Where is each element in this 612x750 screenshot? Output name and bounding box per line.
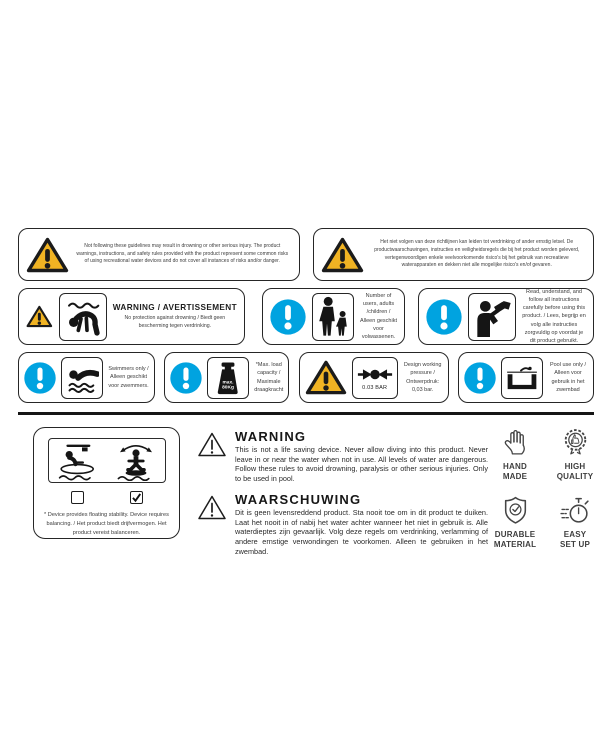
no-drowning-protection-panel (18, 288, 245, 345)
working-pressure-panel (299, 352, 449, 403)
warning-triangle-icon (305, 359, 347, 396)
read-instructions-label: Read, understand, and follow all instructions carefully before using this product. / Lees, begrijp en volg alle instructies zorgvuldig op voordat je dit product gebruikt. (522, 288, 586, 345)
check-icon (131, 492, 142, 503)
badge-label: HAND MADE (502, 462, 528, 481)
warning-title-nl: WAARSCHUWING (235, 491, 362, 507)
weight-pictogram (207, 357, 249, 399)
drowning-panel-text (113, 303, 237, 331)
swimmers-only-panel (18, 352, 155, 403)
warning-body-en: This is not a life saving device. Never allow diving into this product. Never leave in or near the water when not in use. All levels of water are dangerous. Follow these rules to avoid drowning, paralysis or other serious injuries. Only to be used in pool. (235, 445, 488, 484)
warning-text-section (197, 429, 488, 556)
hand-icon (500, 427, 531, 458)
warning-outline-triangle-icon (197, 431, 227, 458)
warning-triangle-icon (321, 236, 364, 274)
badge-easy-set-up (549, 495, 601, 550)
mandatory-circle-icon (24, 362, 56, 394)
warning-avertissement-title: WARNING / AVERTISSEMENT (112, 302, 237, 312)
drowning-pictogram (59, 293, 107, 341)
swimmer-icon (65, 362, 99, 394)
weight-icon (213, 361, 243, 395)
guidelines-text-en: Not following these guidelines may result in drowning or other serious injury. The product warnings, instructions, and safety rules provided with the product represent some common risks of using recreational water devices and do not cover all instances of risks and/or danger. (76, 242, 289, 265)
adult-child-pictogram (312, 293, 354, 341)
pool-use-only-label: Pool use only / Alleen voor gebruik in het zwembad (549, 362, 587, 393)
warning-body-nl: Dit is geen levensreddend product. Sta nooit toe om in dit product te duiken. Laat het nooit in of nabij het water achter wanneer het niet in gebruik is. Alle waterdieptes zijn gevaarlijk. Volg deze regels om verdrinking, verlamming of andere ernstige verwondingen te voorkomen. Alleen te gebruiken in het zwembad. (235, 507, 488, 556)
mandatory-circle-icon (426, 299, 462, 335)
guidelines-panel-nl (313, 228, 595, 281)
read-instructions-panel (418, 288, 594, 345)
max-load-label: *Max. load capacity / Maximale draagkracht (254, 362, 284, 393)
pool-icon (505, 363, 539, 393)
badge-label: EASY SET UP (559, 530, 591, 549)
pool-pictogram (501, 357, 543, 399)
number-of-users-panel (262, 288, 405, 345)
checkbox-checked (130, 491, 143, 504)
warning-triangle-icon (26, 296, 53, 337)
pressure-value-text: 0.03 BAR (362, 384, 388, 391)
pressure-arrows-icon (356, 365, 394, 384)
sitting-on-float-icon (52, 441, 104, 481)
guidelines-row (18, 228, 594, 281)
warning-block-nl (197, 492, 488, 557)
adult-child-icon (316, 296, 350, 338)
warning-outline-triangle-icon (197, 494, 227, 521)
swimmer-pictogram (61, 357, 103, 399)
badge-label: DURABLE MATERIAL (493, 530, 537, 549)
weight-kg-text: 80Kg (222, 385, 235, 391)
number-of-users-label: Number of users, adults /children / Alleen geschikt voor volwassenen. (360, 292, 397, 340)
badge-hand-made (489, 427, 541, 482)
max-load-panel (164, 352, 289, 403)
usage-panels-row (18, 352, 594, 403)
badge-label: HIGH QUALITY (556, 462, 594, 481)
working-pressure-label: Design working pressure / Ontwerpdruk: 0,03 bar. (403, 362, 442, 393)
swimmers-only-label: Swimmers only / Alleen geschikt voor zwemmers. (108, 366, 149, 389)
weight-max-text: max. (222, 379, 234, 385)
quality-rosette-icon (560, 427, 591, 458)
warning-panels-row (18, 288, 594, 345)
guidelines-text-nl: Het niet volgen van deze richtlijnen kan leiden tot verdrinking of ander ernstig letsel. De productwaarschuwingen, instructies en veiligheidsregels die bij het product worden geleverd, vertegenwoordigen enkele veelvoorkomende risico's bij het gebruik van recreatieve waterapparaten en dekken niet alle mogelijke risico's en/of gevaren. (374, 239, 580, 269)
badge-durable-material (489, 495, 541, 550)
warning-block-en (197, 429, 488, 484)
balancing-on-float-icon (110, 441, 162, 481)
shield-check-icon (500, 495, 531, 526)
mandatory-circle-icon (270, 299, 306, 335)
warning-triangle-icon (26, 236, 69, 274)
read-manual-pictogram (468, 293, 516, 341)
pool-use-only-panel (458, 352, 594, 403)
checkbox-unchecked (71, 491, 84, 504)
stability-pictogram-panel (48, 438, 166, 483)
person-reading-icon (472, 297, 512, 337)
stability-caption: * Device provides floating stability. Device requires balancing. / Het product biedt drijfvermogen. Het product vereist balanceren. (44, 512, 169, 537)
feature-badges (489, 427, 601, 550)
drowning-person-icon (63, 297, 103, 337)
mandatory-circle-icon (170, 362, 202, 394)
warning-title-en: WARNING (235, 429, 307, 444)
stability-checkboxes (48, 491, 166, 504)
badge-high-quality (549, 427, 601, 482)
stopwatch-icon (560, 495, 591, 526)
warning-avertissement-subtitle: No protection against drowning / Biedt geen bescherming tegen verdrinking. (124, 314, 226, 329)
pressure-pictogram (352, 357, 398, 399)
floating-stability-panel (33, 427, 180, 539)
guidelines-panel-en (18, 228, 300, 281)
mandatory-circle-icon (464, 362, 496, 394)
section-divider (18, 412, 594, 415)
